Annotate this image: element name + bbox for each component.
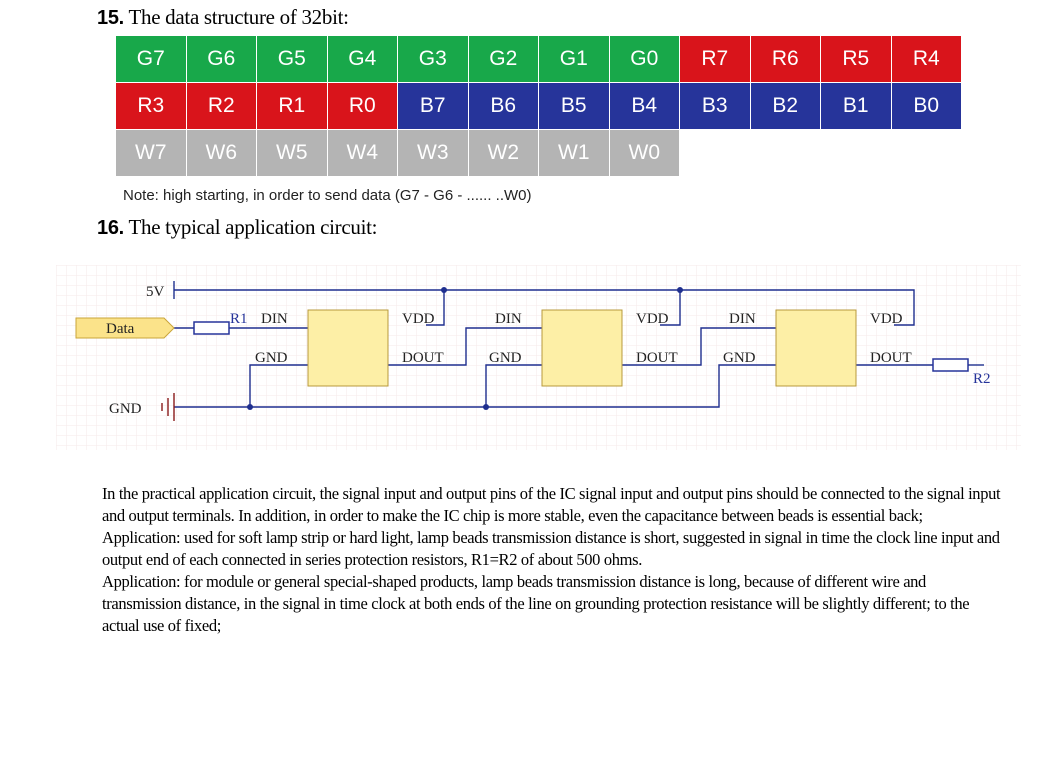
bit-cell: G1 [539, 36, 609, 82]
junction-dot [483, 404, 489, 410]
bit-cell: B1 [821, 83, 891, 129]
ic3-din-label: DIN [729, 311, 756, 327]
bit-cell: B2 [751, 83, 821, 129]
section-15-heading [97, 5, 349, 30]
bit-cell: G5 [257, 36, 327, 82]
bit-cell: R6 [751, 36, 821, 82]
section-16-number: 16. [97, 217, 124, 239]
r2-label: R2 [973, 371, 991, 387]
bit-cell: G2 [469, 36, 539, 82]
bit-cell: R3 [116, 83, 186, 129]
application-notes [102, 483, 1002, 637]
ic3-dout-label: DOUT [870, 350, 912, 366]
bit-cell: B3 [680, 83, 750, 129]
bit-cell: G3 [398, 36, 468, 82]
bit-cell: R7 [680, 36, 750, 82]
bit-cell: W0 [610, 130, 680, 176]
ic1-gnd-label: GND [255, 350, 288, 366]
bit-cell: R5 [821, 36, 891, 82]
bit-structure-table [116, 36, 961, 176]
r2-resistor [933, 359, 968, 371]
section-15-title: The data structure of 32bit: [128, 5, 349, 29]
bit-cell: W1 [539, 130, 609, 176]
ic1-din-label: DIN [261, 311, 288, 327]
bit-cell: B6 [469, 83, 539, 129]
r1-label: R1 [230, 311, 248, 327]
bit-cell: W6 [187, 130, 257, 176]
ic2-din-label: DIN [495, 311, 522, 327]
ic-chip-2 [542, 310, 622, 386]
junction-dot [441, 287, 447, 293]
application-circuit-diagram [56, 265, 1021, 450]
paragraph-application-long: Application: for module or general special-shaped products, lamp beads transmission distance is long, because of different wire and transmission distance, in the signal in time clock at both ends of the line on grounding protection resistance will be slightly different; to the actual use of fixed; [102, 572, 970, 635]
bit-order-note: Note: high starting, in order to send data (G7 - G6 - ...... ..W0) [123, 187, 532, 204]
ic3-gnd-label: GND [723, 350, 756, 366]
bit-cell: B4 [610, 83, 680, 129]
bit-cell: W3 [398, 130, 468, 176]
ic1-vdd-label: VDD [402, 311, 435, 327]
bit-cell: W5 [257, 130, 327, 176]
bit-cell: R0 [328, 83, 398, 129]
ic-chip-3 [776, 310, 856, 386]
paragraph-application-short: Application: used for soft lamp strip or hard light, lamp beads transmission distance is short, suggested in signal in time the clock line input and output end of each connected in series protection resistors, R1=R2 of about 500 ohms. [102, 528, 1000, 569]
bit-cell: G7 [116, 36, 186, 82]
bit-cell: W4 [328, 130, 398, 176]
r1-resistor [194, 322, 229, 334]
gnd-label: GND [109, 401, 142, 417]
bit-cell: B5 [539, 83, 609, 129]
data-label: Data [106, 321, 135, 337]
bit-cell: R1 [257, 83, 327, 129]
junction-dot [247, 404, 253, 410]
bit-cell: R2 [187, 83, 257, 129]
section-15-number: 15. [97, 7, 124, 29]
section-16-title: The typical application circuit: [128, 215, 378, 239]
5v-label: 5V [146, 284, 165, 300]
bit-cell: R4 [892, 36, 962, 82]
ic2-dout-label: DOUT [636, 350, 678, 366]
ic2-vdd-label: VDD [636, 311, 669, 327]
bit-cell: W2 [469, 130, 539, 176]
ic2-gnd-label: GND [489, 350, 522, 366]
junction-dot [677, 287, 683, 293]
ic3-vdd-label: VDD [870, 311, 903, 327]
bit-cell: G0 [610, 36, 680, 82]
bit-cell: G4 [328, 36, 398, 82]
bit-cell: G6 [187, 36, 257, 82]
bit-cell: B7 [398, 83, 468, 129]
ic-chip-1 [308, 310, 388, 386]
ic1-dout-label: DOUT [402, 350, 444, 366]
bit-cell: B0 [892, 83, 962, 129]
paragraph-intro: In the practical application circuit, the signal input and output pins of the IC signal input and output pins should be connected to the signal input and output terminals. In addition, in order to make the IC chip is more stable, even the capacitance between beads is essential back; [102, 484, 1001, 525]
section-16-heading [97, 215, 377, 240]
bit-cell: W7 [116, 130, 186, 176]
